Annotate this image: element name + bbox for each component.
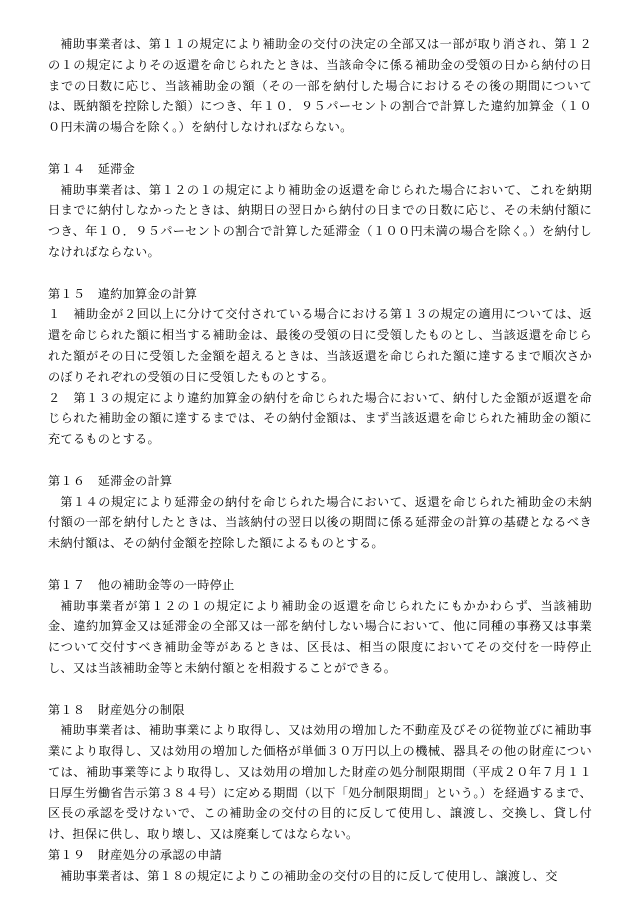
- section-item: １ 補助金が２回以上に分けて交付されている場合における第１３の規定の適用については、返還を命じられた額に相当する補助金は、最後の受領の日に受領したものとし、当該返還を命じられた額がその日に受領した金額を超えるときは、当該返還を命じられた額に達するまで順次さかのぼりそれぞれの受領の日に受領したものとする。: [48, 307, 592, 384]
- section-heading: 第１８ 財産処分の制限: [48, 702, 185, 717]
- section-18: [48, 700, 592, 846]
- section-body: 補助事業者は、補助事業により取得し、又は効用の増加した不動産及びその従物並びに補助事業により取得し、又は効用の増加した価格が単価３０万円以上の機械、器具その他の財産については、補助事業等により取得し、又は効用の増加した財産の処分制限期間（平成２０年７月１１日厚生労働省告示第３８４号）に定める期間（以下「処分制限期間」という。）を経過するまで、区長の承認を受けないで、この補助金の交付の目的に反して使用し、譲渡し、交換し、貸し付け、担保に供し、取り壊し、又は廃棄してはならない。: [48, 723, 592, 842]
- section-body: 第１４の規定により延滞金の納付を命じられた場合において、返還を命じられた補助金の未納付額の一部を納付したときは、当該納付の翌日以後の期間に係る延滞金の計算の基礎となるべき未納付額は、その納付金額を控除した額によるものとする。: [48, 494, 592, 551]
- section-body: 補助事業者は、第１８の規定によりこの補助金の交付の目的に反して使用し、譲渡し、交: [60, 868, 558, 883]
- section-item: ２ 第１３の規定により違約加算金の納付を命じられた場合において、納付した金額が返還を命じられた補助金の額に達するまでは、その納付金額は、まず当該返還を命じられた補助金の額に充てるものとする。: [48, 390, 592, 447]
- section-heading: 第１９ 財産処分の承認の申請: [48, 848, 223, 863]
- section-heading: 第１７ 他の補助金等の一時停止: [48, 577, 235, 592]
- intro-paragraph: 補助事業者は、第１１の規定により補助金の交付の決定の全部又は一部が取り消され、第１２の１の規定によりその返還を命じられたときは、当該命令に係る補助金の受領の日から納付の日までの日数に応じ、当該補助金の額（その一部を納付した場合におけるその後の期間については、既納額を控除した額）につき、年１０．９５パーセントの割合で計算した違約加算金（１００円未満の場合を除く。）を納付しなければならない。: [48, 37, 592, 135]
- section-17: [48, 575, 592, 679]
- section-body: 補助事業者は、第１２の１の規定により補助金の返還を命じられた場合において、これを納期日までに納付しなかったときは、納期日の翌日から納付の日までの日数に応じ、その未納付額につき、年１０．９５パーセントの割合で計算した延滞金（１００円未満の場合を除く。）を納付しなければならない。: [48, 182, 592, 259]
- section-16: [48, 471, 592, 554]
- section-heading: 第１４ 延滞金: [48, 161, 136, 176]
- section-body: 補助事業者が第１２の１の規定により補助金の返還を命じられたにもかかわらず、当該補助金、違約加算金又は延滞金の全部又は一部を納付しない場合において、他に同種の事務又は事業について交付すべき補助金等があるときは、区長は、相当の限度においてその交付を一時停止し、又は当該補助金等と未納付額とを相殺することができる。: [48, 598, 592, 675]
- section-heading: 第１６ 延滞金の計算: [48, 473, 173, 488]
- document-page: [48, 34, 592, 887]
- section-15: [48, 284, 592, 450]
- section-heading: 第１５ 違約加算金の計算: [48, 286, 198, 301]
- section-19: [48, 845, 592, 887]
- section-14: [48, 159, 592, 263]
